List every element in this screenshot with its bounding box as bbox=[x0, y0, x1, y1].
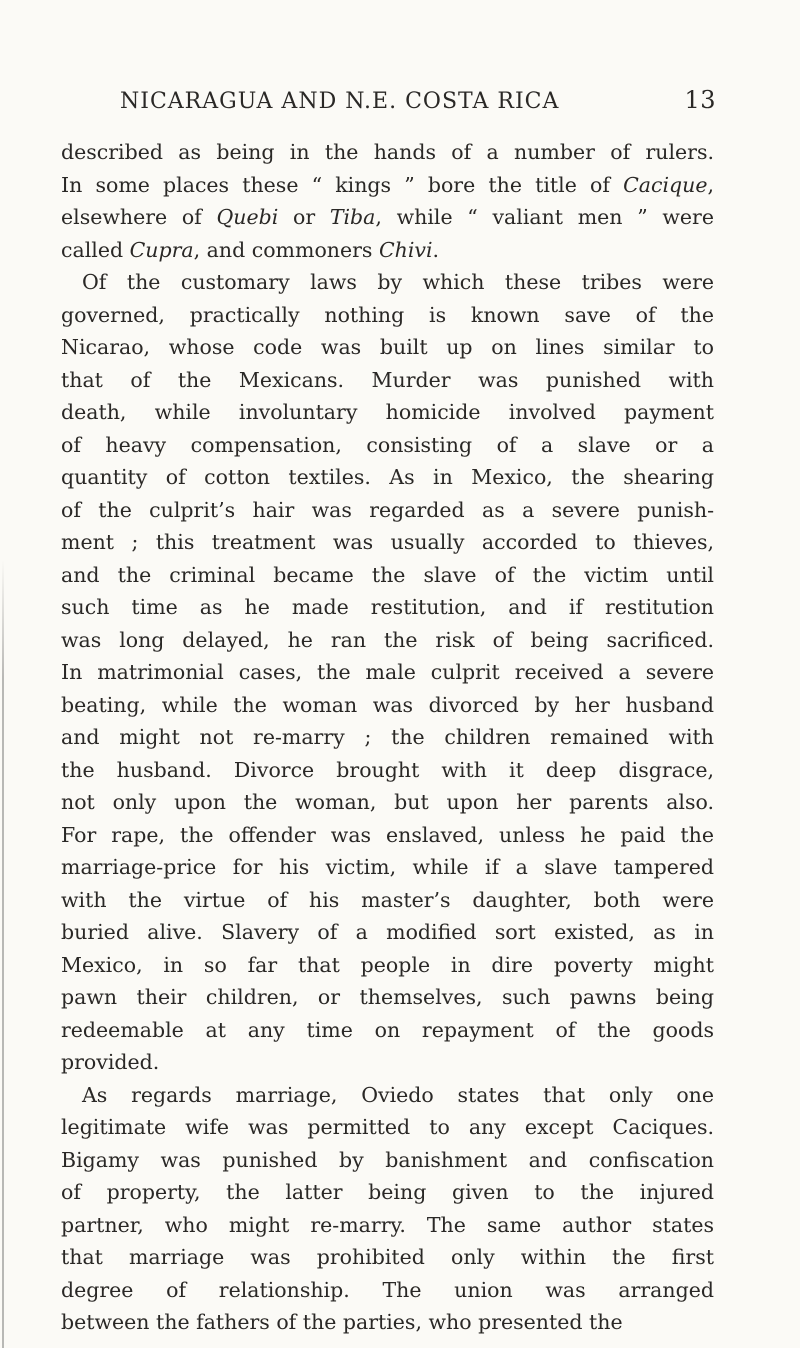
text-run: and might not re-marry ; the children remained with bbox=[61, 725, 714, 749]
text-line bbox=[61, 1014, 714, 1047]
text-line bbox=[61, 786, 714, 819]
text-line bbox=[61, 494, 714, 527]
text-line bbox=[61, 624, 714, 657]
italic-term: Tiba bbox=[329, 205, 376, 229]
text-line bbox=[61, 136, 714, 169]
text-line bbox=[61, 949, 714, 982]
text-line bbox=[61, 591, 714, 624]
text-line bbox=[61, 169, 714, 202]
text-line bbox=[61, 1144, 714, 1177]
text-line bbox=[61, 1046, 714, 1079]
text-line bbox=[61, 754, 714, 787]
text-run: of the culprit’s hair was regarded as a severe punish- bbox=[61, 497, 714, 522]
text-line bbox=[61, 331, 714, 364]
text-run: the husband. Divorce brought with it deep disgrace, bbox=[61, 757, 714, 782]
text-run: partner, who might re-marry. The same author states bbox=[61, 1212, 714, 1237]
text-run: that of the Mexicans. Murder was punished with bbox=[61, 367, 714, 392]
text-run: death, while involuntary homicide involved payment bbox=[61, 400, 714, 424]
text-run: For rape, the offender was enslaved, unless he paid the bbox=[61, 822, 714, 847]
text-line bbox=[61, 1306, 714, 1339]
running-header bbox=[120, 86, 716, 114]
text-line bbox=[61, 689, 714, 722]
text-line bbox=[61, 819, 714, 852]
text-line bbox=[61, 884, 714, 917]
text-run: was long delayed, he ran the risk of being sacrificed. bbox=[61, 627, 714, 652]
text-run: or bbox=[278, 205, 330, 229]
text-run: redeemable at any time on repayment of the goods bbox=[61, 1017, 714, 1042]
text-line bbox=[61, 1209, 714, 1242]
text-run: Nicarao, whose code was built up on lines similar to bbox=[61, 335, 714, 359]
text-line bbox=[61, 526, 714, 559]
text-run: of property, the latter being given to the injured bbox=[61, 1180, 714, 1204]
text-run: In matrimonial cases, the male culprit received a severe bbox=[61, 660, 714, 684]
text-run: buried alive. Slavery of a modified sort existed, as in bbox=[61, 920, 714, 944]
text-run: provided. bbox=[61, 1050, 160, 1074]
text-line bbox=[61, 1274, 714, 1307]
text-run: ment ; this treatment was usually accorded to thieves, bbox=[61, 530, 714, 554]
text-line bbox=[61, 656, 714, 689]
text-line bbox=[61, 916, 714, 949]
italic-term: Cupra bbox=[129, 237, 194, 262]
text-line bbox=[61, 234, 714, 267]
text-line bbox=[61, 721, 714, 754]
text-line bbox=[61, 1241, 714, 1274]
text-line bbox=[61, 559, 714, 592]
text-line bbox=[61, 396, 714, 429]
page-edge-shadow bbox=[2, 560, 4, 1348]
text-line bbox=[61, 1079, 714, 1112]
text-line bbox=[61, 461, 714, 494]
text-run: Mexico, in so far that people in dire poverty might bbox=[61, 952, 714, 977]
text-run: elsewhere of bbox=[61, 205, 217, 229]
text-run: not only upon the woman, but upon her parents also. bbox=[61, 790, 714, 814]
text-run: marriage-price for his victim, while if a slave tampered bbox=[61, 855, 714, 879]
page-number: 13 bbox=[684, 86, 716, 114]
text-run: degree of relationship. The union was arranged bbox=[61, 1277, 714, 1302]
text-run: called bbox=[61, 237, 130, 262]
text-run: , bbox=[707, 172, 714, 197]
text-run: Bigamy was punished by banishment and confiscation bbox=[61, 1147, 714, 1172]
italic-term: Cacique bbox=[623, 172, 708, 197]
text-run: such time as he made restitution, and if restitution bbox=[61, 595, 714, 619]
text-line bbox=[61, 1111, 714, 1144]
body-text bbox=[61, 136, 714, 1339]
text-run: . bbox=[432, 237, 440, 262]
text-line bbox=[61, 201, 714, 234]
text-run: beating, while the woman was divorced by her husband bbox=[61, 692, 714, 717]
text-run: governed, practically nothing is known save of the bbox=[61, 302, 714, 327]
text-run: Of the customary laws by which these tribes were bbox=[82, 270, 714, 294]
text-line bbox=[61, 299, 714, 332]
text-line bbox=[61, 851, 714, 884]
text-run: In some places these “ kings ” bore the title of bbox=[61, 172, 624, 197]
text-run: that marriage was prohibited only within the first bbox=[61, 1245, 714, 1269]
text-run: , while “ valiant men ” were bbox=[375, 205, 714, 229]
text-line bbox=[61, 364, 714, 397]
text-run: legitimate wife was permitted to any except Caciques. bbox=[61, 1115, 714, 1139]
text-run: and the criminal became the slave of the victim until bbox=[61, 562, 714, 587]
italic-term: Chivi bbox=[378, 237, 433, 262]
text-run: between the fathers of the parties, who presented the bbox=[61, 1310, 623, 1334]
italic-term: Quebi bbox=[216, 205, 279, 229]
text-run: of heavy compensation, consisting of a slave or a bbox=[61, 432, 714, 457]
text-line bbox=[61, 429, 714, 462]
text-run: with the virtue of his master’s daughter, both were bbox=[61, 887, 714, 912]
text-run: As regards marriage, Oviedo states that only one bbox=[82, 1082, 714, 1107]
text-line bbox=[61, 1176, 714, 1209]
text-line bbox=[61, 266, 714, 299]
text-run: , and commoners bbox=[193, 237, 379, 262]
text-line bbox=[61, 981, 714, 1014]
text-run: pawn their children, or themselves, such pawns being bbox=[61, 985, 714, 1009]
running-header-title: NICARAGUA AND N.E. COSTA RICA bbox=[120, 89, 560, 114]
text-run: quantity of cotton textiles. As in Mexico, the shearing bbox=[61, 465, 714, 489]
text-run: described as being in the hands of a number of rulers. bbox=[61, 140, 714, 164]
